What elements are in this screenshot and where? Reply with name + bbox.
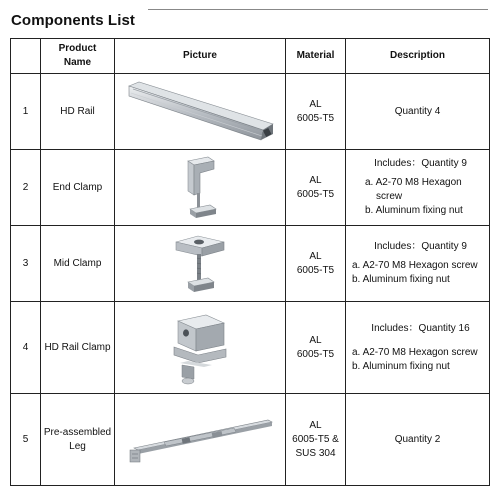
picture-cell <box>115 302 286 394</box>
table-row <box>11 226 490 302</box>
product-name: End Clamp <box>41 150 115 226</box>
table-row <box>11 150 490 226</box>
material: AL 6005-T5 <box>286 74 346 150</box>
header-no <box>11 39 41 74</box>
rail-clamp-image-icon <box>164 307 236 389</box>
product-name: Mid Clamp <box>41 226 115 302</box>
table-row <box>11 302 490 394</box>
components-table <box>10 38 490 486</box>
table-row <box>11 394 490 486</box>
description: Quantity 4 <box>346 74 490 150</box>
end-clamp-image-icon <box>170 155 230 221</box>
product-name: Pre-assembled Leg <box>41 394 115 486</box>
header-material: Material <box>286 39 346 74</box>
row-number: 1 <box>11 74 41 150</box>
picture-cell <box>115 150 286 226</box>
header-description: Description <box>346 39 490 74</box>
row-number: 4 <box>11 302 41 394</box>
page-title: Components List <box>11 12 135 29</box>
picture-cell <box>115 394 286 486</box>
material: AL 6005-T5 <box>286 150 346 226</box>
header-product-name: Product Name <box>41 39 115 74</box>
product-name: HD Rail <box>41 74 115 150</box>
title-divider <box>148 9 488 10</box>
description: Includes：Quantity 16 a. A2-70 M8 Hexagon screw b. Aluminum fixing nut <box>346 302 490 394</box>
picture-cell <box>115 74 286 150</box>
row-number: 3 <box>11 226 41 302</box>
description: Quantity 2 <box>346 394 490 486</box>
mid-clamp-image-icon <box>168 230 232 298</box>
description: Includes：Quantity 9 a. A2-70 M8 Hexagon screw b. Aluminum fixing nut <box>346 150 490 226</box>
material: AL 6005-T5 <box>286 226 346 302</box>
description: Includes：Quantity 9 a. A2-70 M8 Hexagon screw b. Aluminum fixing nut <box>346 226 490 302</box>
leg-image-icon <box>124 410 276 470</box>
rail-image-icon <box>125 80 275 144</box>
header-picture: Picture <box>115 39 286 74</box>
table-row <box>11 74 490 150</box>
material: AL 6005-T5 <box>286 302 346 394</box>
picture-cell <box>115 226 286 302</box>
product-name: HD Rail Clamp <box>41 302 115 394</box>
material: AL 6005-T5 & SUS 304 <box>286 394 346 486</box>
table-header-row <box>11 39 490 74</box>
row-number: 2 <box>11 150 41 226</box>
row-number: 5 <box>11 394 41 486</box>
